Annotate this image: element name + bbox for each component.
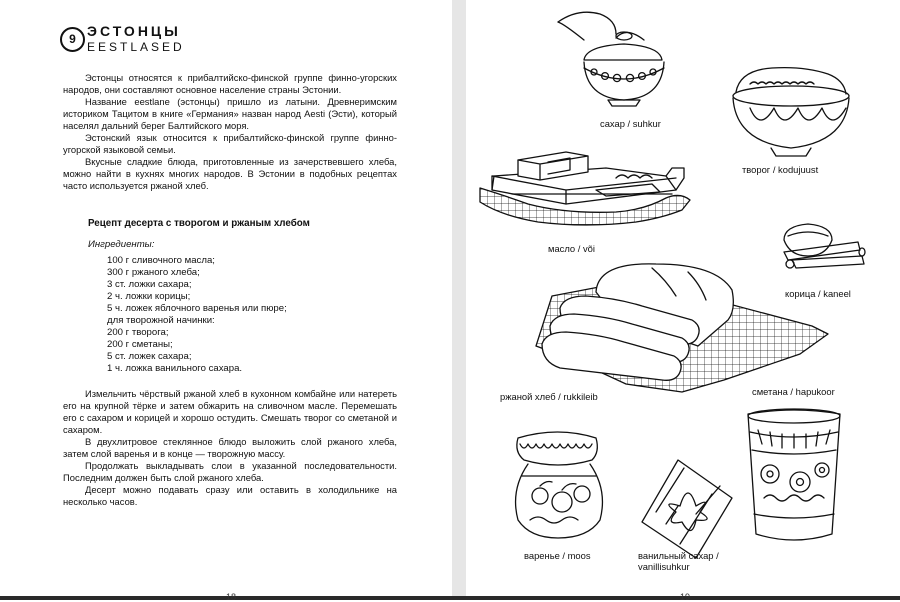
sour-cream-cup-icon: [748, 409, 840, 540]
label-sour-cream: сметана / hapukoor: [752, 386, 835, 397]
sugar-bowl-icon: [558, 12, 664, 106]
label-curd: творог / kodujuust: [742, 164, 819, 175]
label-butter: масло / või: [548, 243, 595, 254]
ingredients-list: [107, 255, 287, 375]
label-cinnamon: корица / kaneel: [785, 288, 851, 299]
bottom-edge-bar: [0, 596, 900, 600]
ingredient-item: 1 ч. ложка ванильного сахара.: [107, 363, 243, 374]
ingredient-item: 100 г сливочного масла;: [107, 255, 215, 266]
intro-paragraph: Эстонцы относятся к прибалтийско-финской группе финно-угорских народов, они составляют основное население страны Эстонии.: [63, 72, 397, 95]
jam-jar-icon: [516, 432, 603, 538]
ingredient-item: 200 г творога;: [107, 327, 169, 338]
intro-paragraph: Вкусные сладкие блюда, приготовленные из зачерствевшего хлеба, можно найти в кухнях многих народов. В Эстонии в подобных рецептах часто используется ржаной хлеб.: [63, 156, 397, 191]
label-vanilla-sugar-line1: ванильный сахар /: [638, 550, 719, 561]
label-jam: варенье / moos: [524, 550, 591, 561]
page-number-left: 18: [226, 592, 237, 602]
intro-paragraph: Эстонский язык относится к прибалтийско-финской группе финно-угорской языковой семьи.: [63, 132, 397, 155]
recipe-step: Десерт можно подавать сразу или оставить в холодильнике на несколько часов.: [63, 484, 397, 507]
label-sugar: сахар / suhkur: [600, 118, 661, 129]
intro-text: [63, 72, 397, 192]
chapter-subtitle: EESTLASED: [87, 40, 185, 54]
ingredient-item: 5 ст. ложек сахара;: [107, 351, 192, 362]
book-gutter: [452, 0, 466, 600]
recipe-step: В двухлитровое стеклянное блюдо выложить слой ржаного хлеба, затем слой варенья и в конце — творожную массу.: [63, 436, 397, 459]
page-number-right: 19: [680, 592, 691, 602]
ingredients-label: Ингредиенты:: [88, 239, 155, 250]
recipe-step: Измельчить чёрствый ржаной хлеб в кухонном комбайне или натереть его на крупной тёрке и затем обжарить на сливочном масле. Перемешать его с сахаром и корицей и хорошо остудить. Смешать творог со сметаной и сахаром.: [63, 388, 397, 435]
right-page: [466, 0, 900, 596]
label-vanilla-sugar-line2: vanillisuhkur: [638, 561, 690, 572]
ingredient-item: 300 г ржаного хлеба;: [107, 267, 200, 278]
chapter-number-badge: 9: [60, 27, 85, 52]
vanilla-sugar-packet-icon: [642, 460, 732, 558]
intro-paragraph: Название eestlane (эстонцы) пришло из латыни. Древнеримским историком Тацитом в книге «Германия» назван народ Aesti (Эсти), который населял дальний берег Балтийского моря.: [63, 96, 397, 131]
label-rye-bread: ржаной хлеб / rukkileib: [500, 391, 598, 402]
ingredient-item: 2 ч. ложки корицы;: [107, 291, 191, 302]
curd-bowl-icon: [733, 68, 849, 156]
ingredient-item: для творожной начинки:: [107, 315, 215, 326]
chapter-title: ЭСТОНЦЫ: [87, 23, 181, 39]
recipe-step: Продолжать выкладывать слои в указанной последовательности. Последним должен быть слой ржаного хлеба.: [63, 460, 397, 483]
recipe-steps: [63, 388, 397, 508]
left-page: [0, 0, 452, 596]
ingredient-item: 5 ч. ложек яблочного варенья или пюре;: [107, 303, 287, 314]
ingredient-item: 200 г сметаны;: [107, 339, 173, 350]
cinnamon-icon: [784, 224, 865, 268]
recipe-title: Рецепт десерта с творогом и ржаным хлебом: [88, 218, 310, 229]
rye-bread-icon: [536, 264, 828, 392]
ingredient-item: 3 ст. ложки сахара;: [107, 279, 192, 290]
butter-board-icon: [480, 152, 690, 225]
